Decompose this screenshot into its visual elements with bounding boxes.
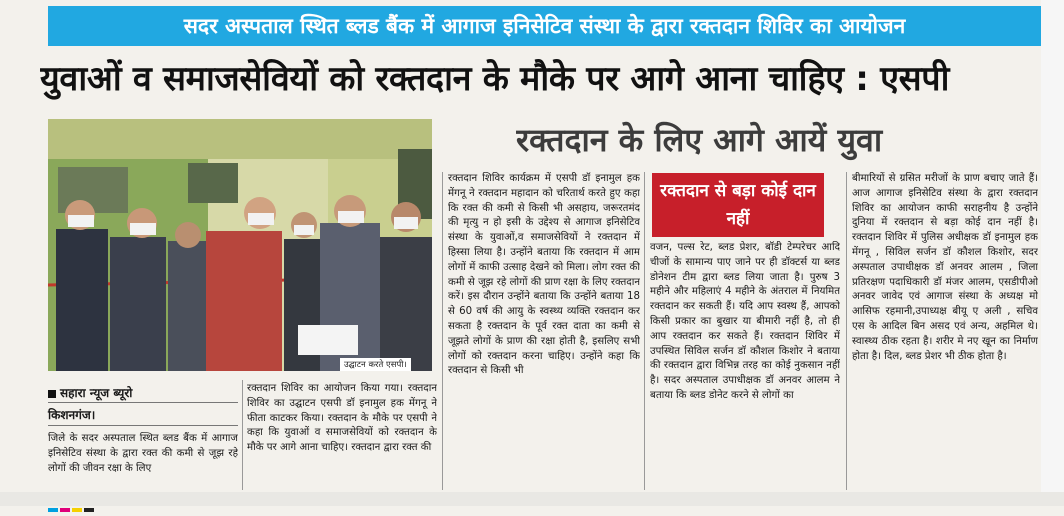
main-headline: युवाओं व समाजसेवियों को रक्तदान के मौके पर आगे आना चाहिए : एसपी bbox=[40, 59, 950, 99]
page-footer-strip bbox=[0, 492, 1064, 506]
subheadline: रक्तदान के लिए आगे आयें युवा bbox=[516, 121, 883, 159]
divider bbox=[48, 425, 238, 426]
page-margin bbox=[1041, 0, 1064, 506]
byline-text: सहारा न्यूज ब्यूरो bbox=[60, 386, 133, 400]
news-photo bbox=[48, 119, 432, 371]
top-banner: सदर अस्पताल स्थित ब्लड बैंक में आगाज इनिसेटिव संस्था के द्वारा रक्तदान शिविर का आयोजन bbox=[48, 6, 1041, 46]
article-column-4: वजन, पल्स रेट, ब्लड प्रेशर, बॉडी टेम्परेचर आदि चीजों के सामान्य पाए जाने पर ही डॉक्टर्स या ब्लड डोनेशन टीम द्वारा ब्लड लिया जाता है। पुरुष 3 महीने और महिलाएं 4 महीने के अंतराल में नियमित रक्तदान कर सकती हैं। यदि आप स्वस्थ हैं, आपको किसी प्रकार का बुखार या बीमारी नहीं है, तो ही आप रक्तदान कर सकते हैं। रक्तदान शिविर में उपस्थित सिविल सर्जन डॉ कौशल किशोर ने बताया की रक्तदान द्वारा विभिन्न तरह का कोई नुकसान नहीं है। सदर अस्पताल उपाधीक्षक डॉ अनवर आलम ने बताया कि ब्लड डोनेट करने से लोगों का bbox=[650, 242, 840, 401]
dateline-place: किशनगंज। bbox=[48, 408, 96, 422]
column-divider bbox=[242, 380, 243, 490]
column-divider bbox=[644, 172, 645, 490]
column-divider bbox=[442, 172, 443, 490]
byline bbox=[48, 384, 238, 401]
article-column-5: बीमारियों से ग्रसित मरीजों के प्राण बचाए जाते हैं। आज आगाज इनिसेटिव संस्था के द्वारा रक्तदान शिविर का आयोजन काफी सराहनीय है उन्होंने दुनिया में रक्तदान से बड़ा कोई दान नहीं है। रक्तदान शिविर में पुलिस अधीक्षक डॉ इनामुल हक मेंगनू , सिविल सर्जन डॉ कौशल किशोर, सदर अस्पताल उपाधीक्षक डॉ अनवर आलम , जिला प्रतिरक्षण पदाधिकारी डॉ मंजर आलम, एसडीपीओ अनवर जावेद एवं आगाज संस्था के अध्यक्ष मो आसिफ रहमानी,उपाध्यक्ष बीयू ए अली , सचिव एस के आदिल बिन असद एवं अन्य, अहमिल थे। स्वास्थ्य ठीक रहता है। शरीर मे नए खून का निर्माण होता है। दिल, ब्लड प्रेशर भी ठीक होता है। bbox=[852, 173, 1038, 362]
callout-box: रक्तदान से बड़ा कोई दान नहीं bbox=[652, 173, 824, 237]
divider bbox=[48, 402, 238, 403]
registration-marks bbox=[48, 497, 96, 516]
article-column-3: रक्तदान शिविर कार्यक्रम में एसपी डॉ इनामुल हक मेंगनू ने रक्तदान महादान को चरितार्थ करते हुए कहा कि रक्त की कमी से किसी भी असहाय, जरूरतमंद की मृत्यु न हो इसी के उद्देश्य से आगाज इनिसेटिव संस्था के युवाओं,व समाजसेवियों ने रक्तदान में हिस्सा लिया है। उन्होंने बताया कि रक्तदान में आम लोगों में काफी उत्साह देखने को मिला। लोग रक्त की कमी से जूझ रहे लोगों की प्राण रक्षा के लिए रक्तदान करें। इस दौरान उन्होंने बताया कि उन्होंने बताया 18 से 60 वर्ष की आयु के स्वस्थ्य व्यक्ति रक्तदान कर सकता है रक्तदान के पूर्व रक्त दाता का कमी से जूझते लोगों के प्राण की रक्षा होती है, इसलिए सभी लोगों को रक्तदान करना चाहिए। उन्होंने कहा कि रक्तदान से किसी भी bbox=[448, 173, 640, 377]
square-bullet-icon bbox=[48, 390, 56, 398]
column-divider bbox=[846, 172, 847, 490]
article-column-1: जिले के सदर अस्पताल स्थित ब्लड बैंक में आगाज इनिसेटिव संस्था के द्वारा रक्त की कमी से जूझ रहे लोगों की जीवन रक्षा के लिए bbox=[48, 433, 238, 474]
photo-caption: उद्घाटन करते एसपी। bbox=[340, 358, 411, 371]
article-column-2: रक्तदान शिविर का आयोजन किया गया। रक्तदान शिविर का उद्घाटन एसपी डॉ इनामुल हक मेंगनू ने फीता काटकर किया। रक्तदान के मौके पर एसपी ने कहा कि युवाओं व समाजसेवियों को रक्तदान के मौके पर आगे आना चाहिए। रक्तदान द्वारा रक्त की bbox=[247, 383, 437, 454]
